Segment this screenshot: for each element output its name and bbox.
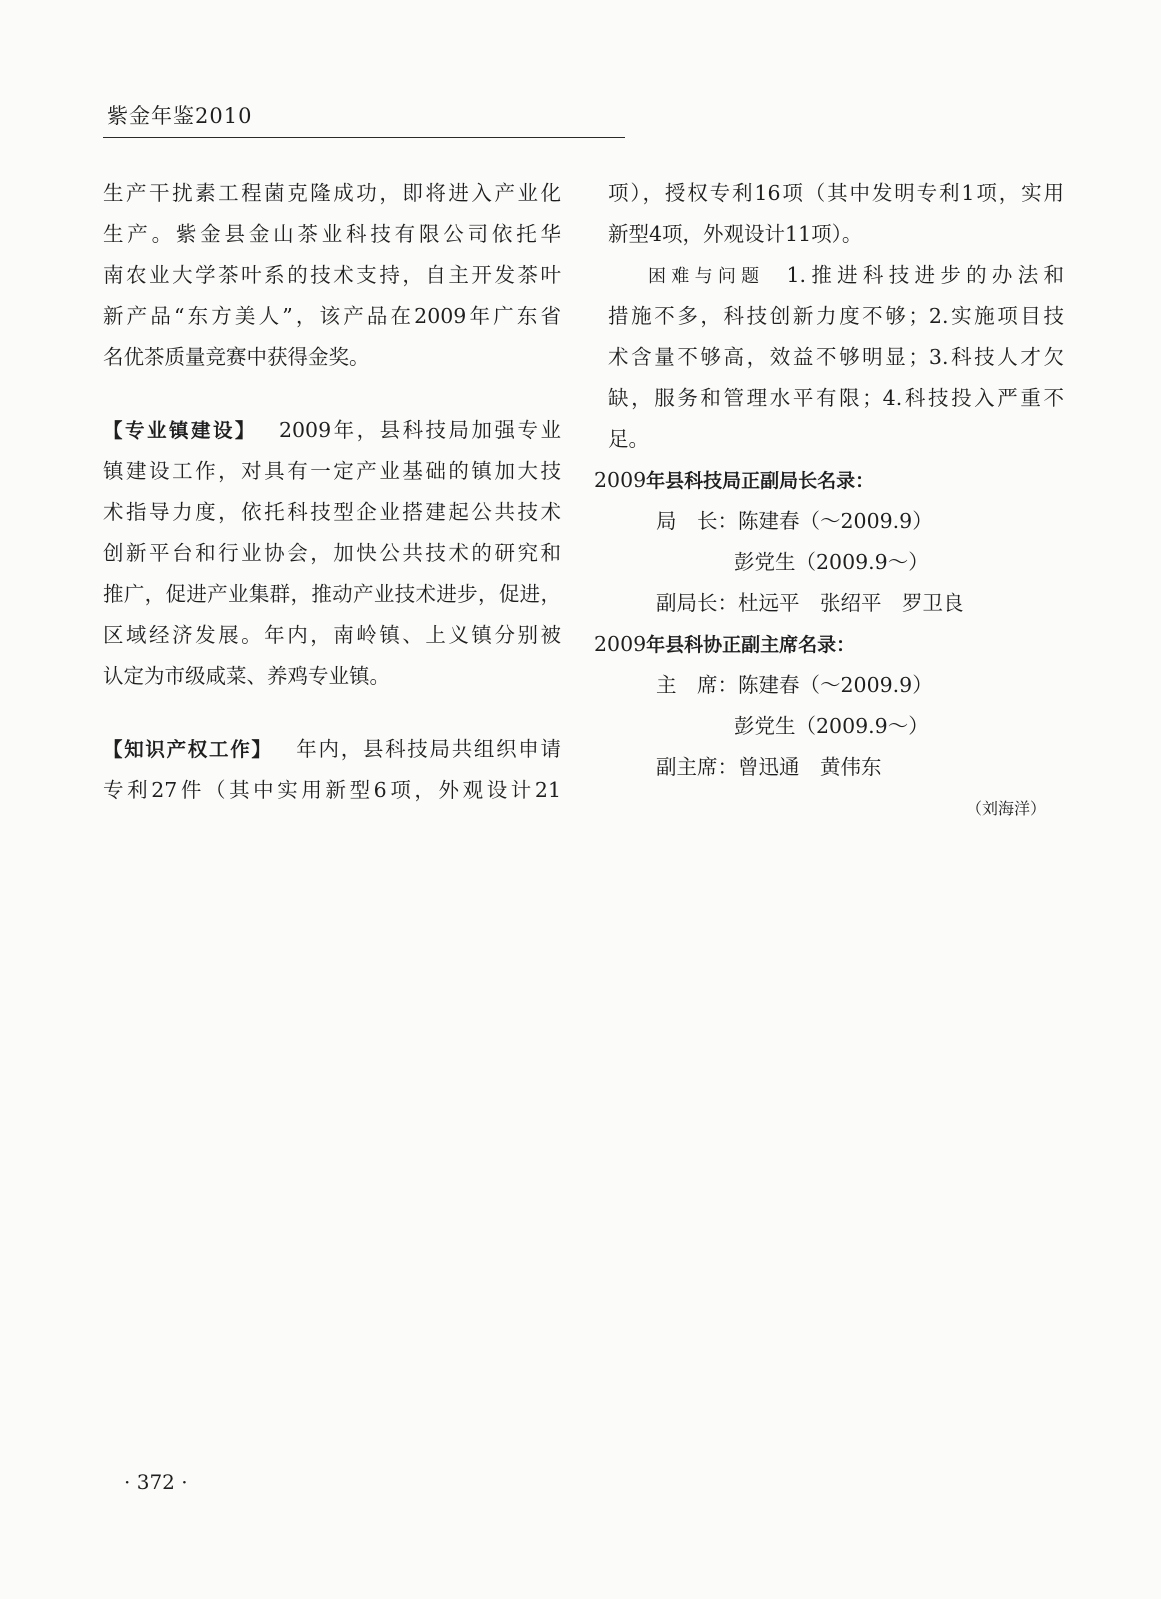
list-entry-director: 局 长：陈建春（～2009.9） [656, 509, 933, 533]
text-line: 足。 [608, 427, 649, 451]
section-first-line [103, 410, 561, 451]
text-line: 术指导力度，依托科技型企业搭建起公共技术 [103, 500, 561, 524]
list-title-text: 年县科技局正副局长名录： [646, 470, 875, 492]
text-line: 推广，促进产业集群，推动产业技术进步，促进， [103, 582, 561, 606]
page-number: · 372 · [124, 1470, 188, 1494]
list-entry-chair-2: 彭党生（2009.9～） [734, 714, 929, 738]
list-title-year: 2009 [594, 468, 647, 492]
text-line: 项），授权专利16项（其中发明专利1项，实用 [608, 181, 1064, 205]
text-line: 专利27件（其中实用新型6项，外观设计21 [103, 778, 561, 802]
text-line: 新产品“东方美人”，该产品在2009年广东省 [103, 304, 561, 328]
text-line: 生产干扰素工程菌克隆成功，即将进入产业化 [103, 181, 561, 205]
text-line: 生产。紫金县金山茶业科技有限公司依托华 [103, 222, 561, 246]
text-line: 新型4项，外观设计11项）。 [608, 222, 863, 246]
header-rule [103, 137, 625, 138]
left-column [103, 173, 561, 811]
list-title-year: 2009 [594, 632, 647, 656]
list-entry-deputy: 副局长：杜远平 张绍平 罗卫良 [656, 591, 964, 615]
text-run: 1.推进科技进步的办法和 [786, 263, 1065, 287]
list-title-association [594, 624, 1064, 665]
text-run: 年内，县科技局共组织申请 [294, 737, 561, 761]
text-line: 区域经济发展。年内，南岭镇、上义镇分别被 [103, 623, 561, 647]
running-header: 紫金年鉴2010 [107, 104, 253, 128]
list-entry-vice-chair: 副主席：曾迅通 黄伟东 [656, 755, 882, 779]
problems-first-line [608, 255, 1064, 296]
list-title-text: 年县科协正副主席名录： [646, 634, 856, 656]
list-entry-chair: 主 席：陈建春（～2009.9） [656, 673, 933, 697]
text-line: 南农业大学茶叶系的技术支持，自主开发茶叶 [103, 263, 561, 287]
problems-label: 困难与问题 [648, 266, 765, 287]
author-credit: （刘海洋） [965, 799, 1046, 818]
text-line: 镇建设工作，对具有一定产业基础的镇加大技 [103, 459, 561, 483]
section-heading-specialty-towns: 【专业镇建设】 [103, 419, 257, 442]
list-title-bureau [594, 460, 1064, 501]
section-first-line [103, 729, 561, 770]
text-line: 术含量不够高，效益不够明显；3.科技人才欠 [608, 345, 1064, 369]
section-heading-ip-work: 【知识产权工作】 [103, 738, 273, 761]
text-line: 名优茶质量竞赛中获得金奖。 [103, 345, 370, 369]
text-line: 创新平台和行业协会，加快公共技术的研究和 [103, 541, 561, 565]
text-line: 认定为市级咸菜、养鸡专业镇。 [103, 664, 390, 688]
text-run: 2009年，县科技局加强专业 [278, 418, 561, 442]
text-line: 缺，服务和管理水平有限；4.科技投入严重不 [608, 386, 1064, 410]
text-line: 措施不多，科技创新力度不够；2.实施项目技 [608, 304, 1064, 328]
list-entry-director-2: 彭党生（2009.9～） [734, 550, 929, 574]
right-column [594, 173, 1065, 829]
